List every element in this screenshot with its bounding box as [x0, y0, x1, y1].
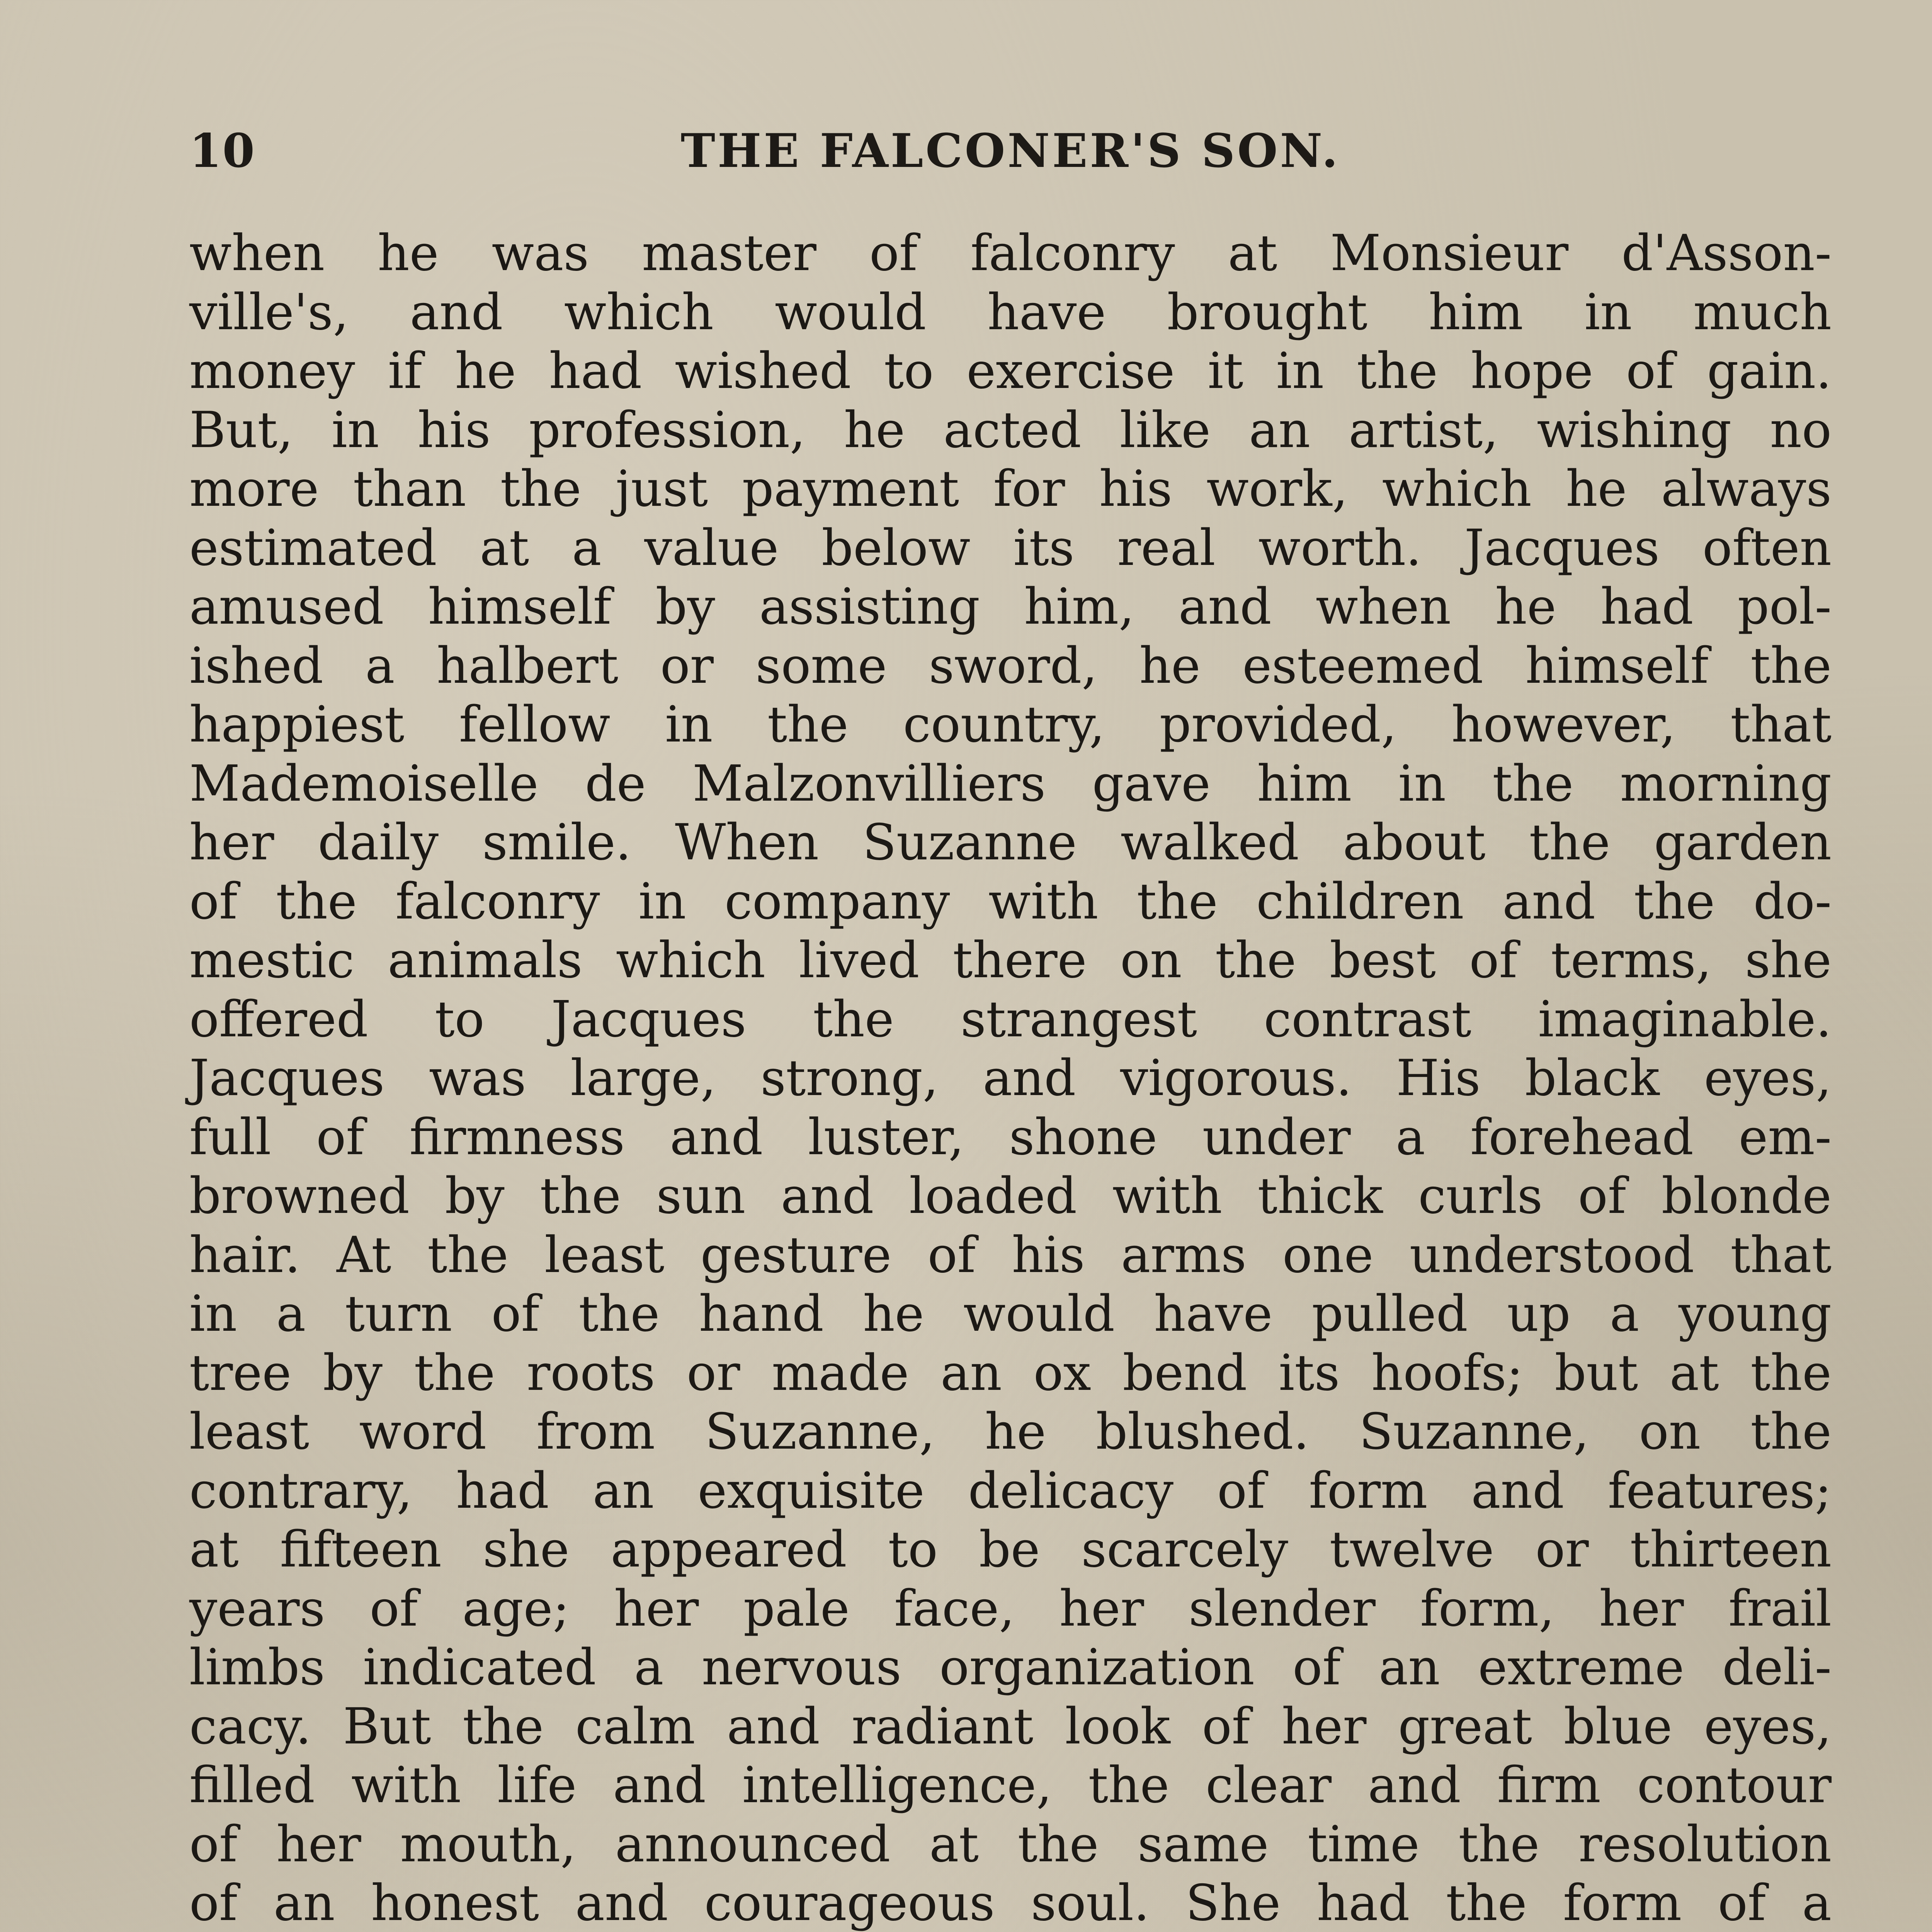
text-line: But, in his profession, he acted like an artist, wishing no — [189, 401, 1832, 459]
text-line: browned by the sun and loaded with thick curls of blonde — [189, 1167, 1832, 1225]
text-line: when he was master of falconry at Monsieur d'Asson- — [189, 224, 1832, 282]
text-line: Mademoiselle de Malzonvilliers gave him in the morning — [189, 755, 1832, 813]
running-title: THE FALCONER'S SON. — [680, 124, 1340, 178]
text-line: money if he had wished to exercise it in the hope of gain. — [189, 342, 1832, 400]
body-text — [189, 224, 1832, 1932]
text-line: of her mouth, announced at the same time the resolution — [189, 1815, 1832, 1873]
text-line: more than the just payment for his work, which he always — [189, 460, 1832, 518]
text-line: tree by the roots or made an ox bend its hoofs; but at the — [189, 1344, 1832, 1402]
text-line: Jacques was large, strong, and vigorous. His black eyes, — [189, 1049, 1832, 1107]
text-line: cacy. But the calm and radiant look of her great blue eyes, — [189, 1697, 1832, 1755]
text-line: at fifteen she appeared to be scarcely twelve or thirteen — [189, 1521, 1832, 1578]
text-line: offered to Jacques the strangest contrast imaginable. — [189, 990, 1832, 1048]
text-line: mestic animals which lived there on the best of terms, she — [189, 932, 1832, 989]
running-head — [189, 116, 1832, 193]
text-line: full of firmness and luster, shone under a forehead em- — [189, 1108, 1832, 1166]
text-line: amused himself by assisting him, and when he had pol- — [189, 578, 1832, 636]
text-line: filled with life and intelligence, the clear and firm contour — [189, 1757, 1832, 1814]
text-line: of the falconry in company with the children and the do- — [189, 872, 1832, 930]
text-line: in a turn of the hand he would have pulled up a young — [189, 1285, 1832, 1343]
text-line: ished a halbert or some sword, he esteemed himself the — [189, 637, 1832, 695]
text-line: estimated at a value below its real worth. Jacques often — [189, 519, 1832, 577]
text-line: years of age; her pale face, her slender form, her frail — [189, 1580, 1832, 1638]
text-line: ville's, and which would have brought him in much — [189, 283, 1832, 341]
page-number: 10 — [189, 124, 255, 178]
text-line: happiest fellow in the country, provided, however, that — [189, 696, 1832, 753]
text-line: least word from Suzanne, he blushed. Suzanne, on the — [189, 1403, 1832, 1461]
text-line: of an honest and courageous soul. She had the form of a — [189, 1874, 1832, 1932]
text-line: contrary, had an exquisite delicacy of form and features; — [189, 1462, 1832, 1520]
text-line: her daily smile. When Suzanne walked about the garden — [189, 814, 1832, 871]
text-line: limbs indicated a nervous organization of an extreme deli- — [189, 1639, 1832, 1696]
text-line: hair. At the least gesture of his arms one understood that — [189, 1226, 1832, 1284]
